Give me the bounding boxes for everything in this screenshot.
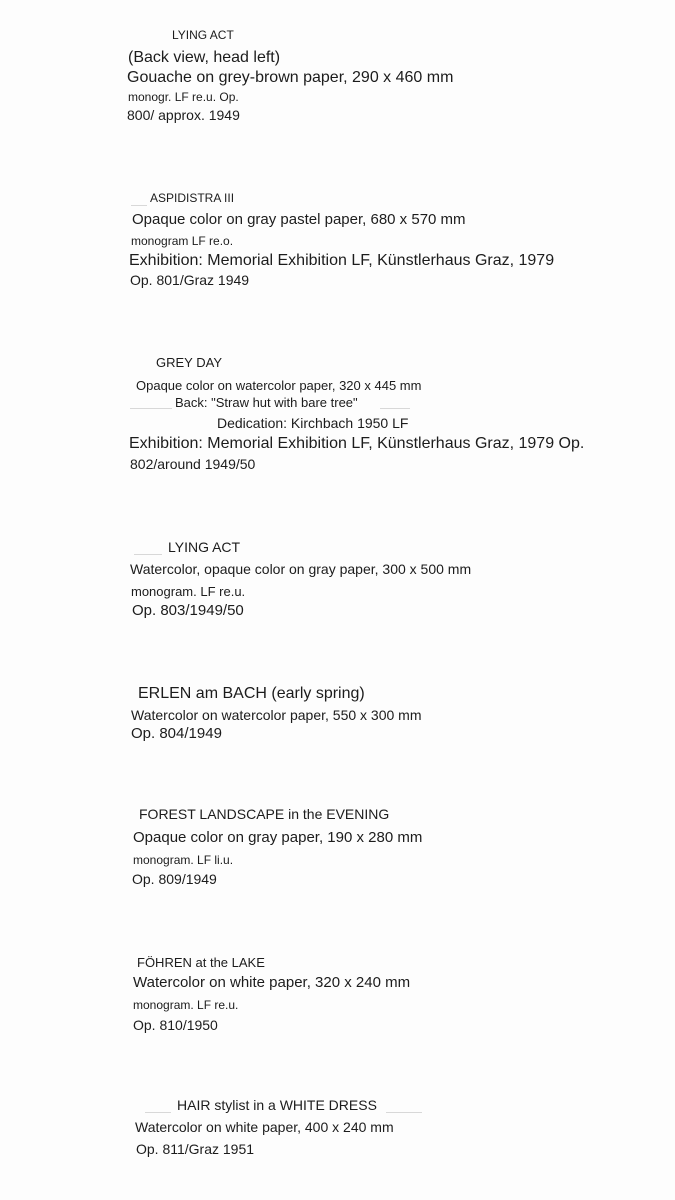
faint-rule — [145, 1112, 171, 1113]
entry-line: Dedication: Kirchbach 1950 LF — [217, 415, 409, 431]
faint-rule — [386, 1112, 422, 1113]
entry-line: Op. 803/1949/50 — [132, 602, 244, 619]
entry-title: HAIR stylist in a WHITE DRESS — [177, 1097, 377, 1113]
entry-line: monogram LF re.o. — [131, 234, 234, 248]
entry-line: 800/ approx. 1949 — [127, 107, 240, 123]
faint-rule — [134, 554, 162, 555]
entry-line: Op. 810/1950 — [133, 1017, 218, 1033]
entry-title: ERLEN am BACH (early spring) — [138, 685, 365, 702]
entry-title: FOREST LANDSCAPE in the EVENING — [139, 806, 390, 822]
entry-title: LYING ACT — [168, 539, 241, 555]
faint-rule — [130, 408, 172, 409]
entry-line: Op. 801/Graz 1949 — [130, 272, 250, 288]
entry-line: Opaque color on gray pastel paper, 680 x 570 mm — [132, 211, 466, 228]
entry-line: Watercolor on white paper, 400 x 240 mm — [135, 1119, 394, 1135]
faint-rule — [380, 408, 410, 409]
entry-line: monogram. LF li.u. — [133, 853, 234, 867]
entry-line: monogr. LF re.u. Op. — [128, 90, 239, 104]
entry-line: Watercolor on watercolor paper, 550 x 300 mm — [131, 707, 422, 723]
entry-line: Watercolor, opaque color on gray paper, 300 x 500 mm — [130, 561, 472, 577]
faint-rule — [131, 205, 147, 206]
entry-title: GREY DAY — [156, 355, 222, 370]
entry-title: FÖHREN at the LAKE — [137, 955, 265, 970]
entry-line: Gouache on grey-brown paper, 290 x 460 mm — [127, 69, 454, 86]
entry-line: Exhibition: Memorial Exhibition LF, Künstlerhaus Graz, 1979 — [129, 252, 555, 269]
entry-line: (Back view, head left) — [128, 49, 281, 66]
entry-line: Opaque color on watercolor paper, 320 x 445 mm — [136, 378, 422, 393]
entry-line: 802/around 1949/50 — [130, 456, 256, 472]
entry-line: Opaque color on gray paper, 190 x 280 mm — [133, 829, 423, 846]
entry-line: Exhibition: Memorial Exhibition LF, Künstlerhaus Graz, 1979 Op. — [129, 435, 585, 452]
entry-line: Watercolor on white paper, 320 x 240 mm — [133, 974, 411, 991]
entry-line: Op. 811/Graz 1951 — [136, 1141, 255, 1157]
entry-line: monogram. LF re.u. — [131, 584, 246, 599]
entry-line: Op. 809/1949 — [132, 871, 217, 887]
entry-line: Back: "Straw hut with bare tree" — [175, 395, 358, 410]
entry-title: ASPIDISTRA III — [150, 191, 235, 205]
entry-title: LYING ACT — [172, 28, 234, 42]
entry-line: Op. 804/1949 — [131, 725, 222, 742]
entry-line: monogram. LF re.u. — [133, 998, 239, 1012]
